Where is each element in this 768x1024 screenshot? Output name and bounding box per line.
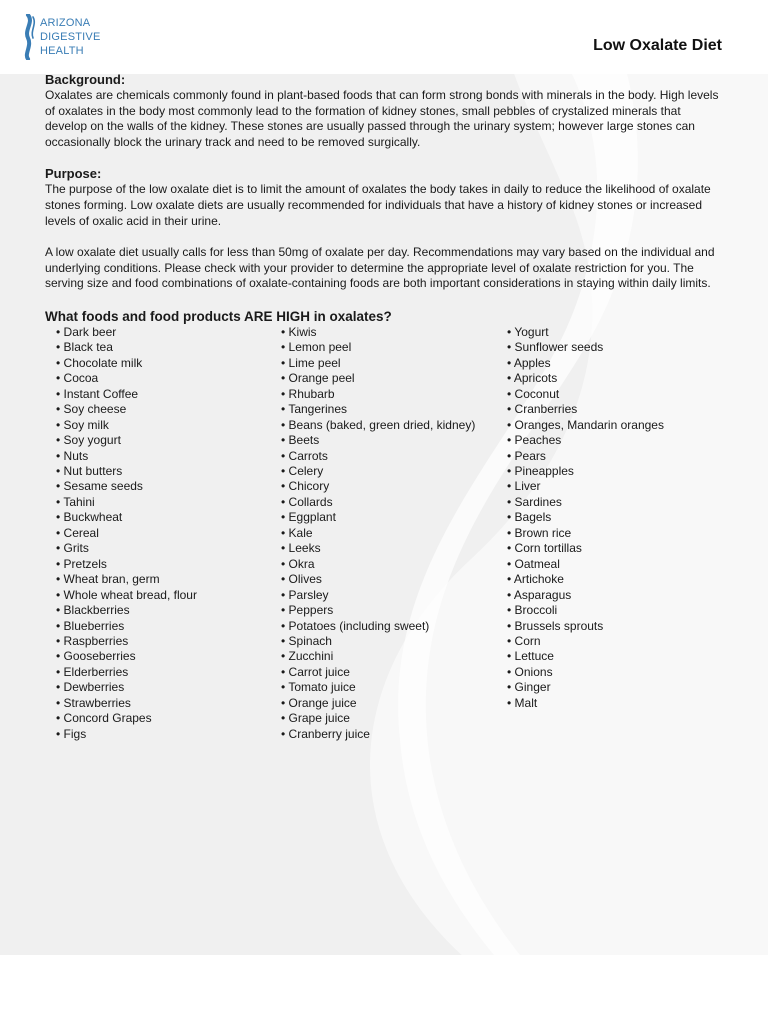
food-list-item: • Grape juice	[281, 711, 475, 726]
food-list-item: • Soy yogurt	[56, 433, 197, 448]
food-list-item: • Tangerines	[281, 402, 475, 417]
food-list-item: • Pears	[507, 449, 664, 464]
food-list-item: • Spinach	[281, 634, 475, 649]
food-list-item: • Dark beer	[56, 325, 197, 340]
food-list-item: • Blueberries	[56, 619, 197, 634]
food-list-item: • Corn	[507, 634, 664, 649]
food-list-item: • Yogurt	[507, 325, 664, 340]
food-list-item: • Broccoli	[507, 603, 664, 618]
food-list-item: • Beets	[281, 433, 475, 448]
food-list-item: • Whole wheat bread, flour	[56, 588, 197, 603]
food-list-item: • Figs	[56, 727, 197, 742]
food-list-item: • Elderberries	[56, 665, 197, 680]
food-list-column-1	[56, 325, 197, 742]
food-list-item: • Corn tortillas	[507, 541, 664, 556]
food-list-item: • Rhubarb	[281, 387, 475, 402]
food-list-item: • Liver	[507, 479, 664, 494]
food-list-item: • Sunflower seeds	[507, 340, 664, 355]
food-list-item: • Oranges, Mandarin oranges	[507, 418, 664, 433]
food-list-item: • Celery	[281, 464, 475, 479]
background-paragraph: Oxalates are chemicals commonly found in plant-based foods that can form strong bonds with minerals in the body. High levels of oxalates in the body most commonly lead to the formation of kidney stones, small pebbles of crystalized minerals that develop on the walls of the kidney. These stones are usually passed through the urinary system; however large stones can occasionally block the urinary track and need to be removed surgically.	[45, 88, 719, 149]
food-list-item: • Coconut	[507, 387, 664, 402]
food-list-column-3	[507, 325, 664, 711]
food-list-item: • Blackberries	[56, 603, 197, 618]
food-list-item: • Parsley	[281, 588, 475, 603]
food-list-item: • Zucchini	[281, 649, 475, 664]
food-list-item: • Sardines	[507, 495, 664, 510]
food-list-item: • Artichoke	[507, 572, 664, 587]
food-list-item: • Beans (baked, green dried, kidney)	[281, 418, 475, 433]
logo-line-2: DIGESTIVE	[40, 31, 101, 43]
high-oxalate-food-lists	[45, 325, 725, 745]
food-list-column-2	[281, 325, 475, 742]
food-list-item: • Orange peel	[281, 371, 475, 386]
food-list-item: • Black tea	[56, 340, 197, 355]
food-list-item: • Buckwheat	[56, 510, 197, 525]
logo-line-1: ARIZONA	[40, 17, 91, 29]
food-list-item: • Apples	[507, 356, 664, 371]
food-list-item: • Peppers	[281, 603, 475, 618]
food-list-item: • Wheat bran, germ	[56, 572, 197, 587]
food-list-item: • Okra	[281, 557, 475, 572]
purpose-paragraph-1: The purpose of the low oxalate diet is to limit the amount of oxalates the body takes in daily to reduce the likelihood of oxalate stones forming. Low oxalate diets are usually recommended for individuals that have a history of kidney stones or increased levels of oxalic acid in their urine.	[45, 182, 711, 228]
food-list-item: • Cranberry juice	[281, 727, 475, 742]
food-list-item: • Bagels	[507, 510, 664, 525]
food-list-item: • Eggplant	[281, 510, 475, 525]
logo-mark-icon	[22, 14, 38, 60]
food-list-item: • Leeks	[281, 541, 475, 556]
food-list-item: • Olives	[281, 572, 475, 587]
food-list-item: • Nut butters	[56, 464, 197, 479]
food-list-item: • Grits	[56, 541, 197, 556]
food-list-item: • Collards	[281, 495, 475, 510]
food-list-item: • Sesame seeds	[56, 479, 197, 494]
food-list-item: • Strawberries	[56, 696, 197, 711]
food-list-item: • Raspberries	[56, 634, 197, 649]
food-list-item: • Peaches	[507, 433, 664, 448]
food-list-item: • Dewberries	[56, 680, 197, 695]
food-list-item: • Lemon peel	[281, 340, 475, 355]
logo-line-3: HEALTH	[40, 45, 84, 57]
food-list-item: • Tahini	[56, 495, 197, 510]
background-heading: Background:	[45, 72, 126, 87]
high-oxalate-heading: What foods and food products ARE HIGH in oxalates?	[45, 308, 392, 324]
header	[0, 0, 768, 74]
food-list-item: • Potatoes (including sweet)	[281, 619, 475, 634]
food-list-item: • Lime peel	[281, 356, 475, 371]
food-list-item: • Asparagus	[507, 588, 664, 603]
food-list-item: • Cranberries	[507, 402, 664, 417]
food-list-item: • Soy cheese	[56, 402, 197, 417]
food-list-item: • Chocolate milk	[56, 356, 197, 371]
food-list-item: • Soy milk	[56, 418, 197, 433]
food-list-item: • Brussels sprouts	[507, 619, 664, 634]
food-list-item: • Apricots	[507, 371, 664, 386]
food-list-item: • Carrots	[281, 449, 475, 464]
brand-logo	[22, 14, 122, 62]
food-list-item: • Ginger	[507, 680, 664, 695]
food-list-item: • Gooseberries	[56, 649, 197, 664]
purpose-heading: Purpose:	[45, 166, 102, 182]
food-list-item: • Pineapples	[507, 464, 664, 479]
page-title: Low Oxalate Diet	[593, 37, 722, 54]
food-list-item: • Pretzels	[56, 557, 197, 572]
main-content	[45, 72, 725, 745]
food-list-item: • Orange juice	[281, 696, 475, 711]
purpose-paragraph-2: A low oxalate diet usually calls for less than 50mg of oxalate per day. Recommendations may vary based on the individual and underlying conditions. Please check with your provider to determine the appropriate level of oxalate restriction for you. The serving size and food combinations of oxalate-containing foods are both important considerations in staying within daily limits.	[45, 245, 715, 291]
food-list-item: • Kale	[281, 526, 475, 541]
food-list-item: • Kiwis	[281, 325, 475, 340]
food-list-item: • Carrot juice	[281, 665, 475, 680]
food-list-item: • Brown rice	[507, 526, 664, 541]
food-list-item: • Malt	[507, 696, 664, 711]
food-list-item: • Chicory	[281, 479, 475, 494]
food-list-item: • Cereal	[56, 526, 197, 541]
food-list-item: • Nuts	[56, 449, 197, 464]
food-list-item: • Lettuce	[507, 649, 664, 664]
food-list-item: • Onions	[507, 665, 664, 680]
food-list-item: • Instant Coffee	[56, 387, 197, 402]
food-list-item: • Concord Grapes	[56, 711, 197, 726]
food-list-item: • Cocoa	[56, 371, 197, 386]
food-list-item: • Tomato juice	[281, 680, 475, 695]
food-list-item: • Oatmeal	[507, 557, 664, 572]
